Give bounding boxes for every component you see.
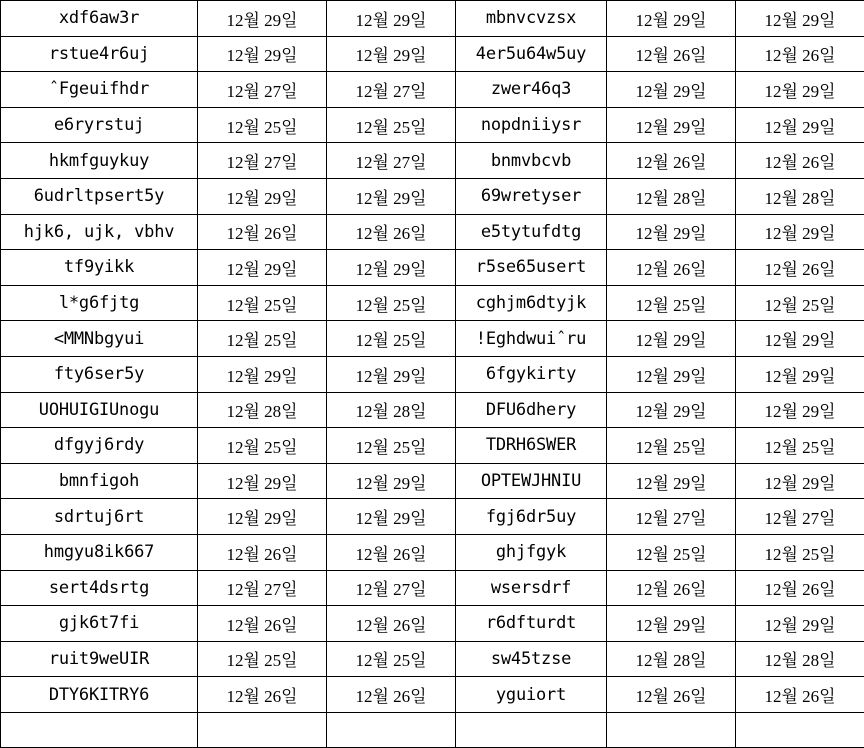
- cell-date-a2: 12월 29일: [327, 1, 456, 37]
- cell-date-b1: 12월 29일: [607, 214, 736, 250]
- table-row: [1, 677, 864, 713]
- cell-date-b2: 12월 29일: [736, 1, 864, 37]
- cell-name-a: l*g6fjtg: [1, 285, 198, 321]
- cell-date-a2: 12월 26일: [327, 534, 456, 570]
- cell-date-a2: 12월 25일: [327, 321, 456, 357]
- table-row: [1, 428, 864, 464]
- table-row: [1, 285, 864, 321]
- cell-date-b1: 12월 29일: [607, 1, 736, 37]
- cell-name-a: [1, 712, 198, 748]
- cell-name-b: [456, 712, 607, 748]
- cell-name-b: nopdniiysr: [456, 107, 607, 143]
- table-row: [1, 570, 864, 606]
- cell-name-a: xdf6aw3r: [1, 1, 198, 37]
- cell-date-b2: 12월 29일: [736, 356, 864, 392]
- cell-date-a2: 12월 25일: [327, 285, 456, 321]
- cell-name-b: wsersdrf: [456, 570, 607, 606]
- cell-name-b: r5se65usert: [456, 250, 607, 286]
- cell-date-a2: 12월 25일: [327, 428, 456, 464]
- cell-name-a: 6udrltpsert5y: [1, 178, 198, 214]
- cell-date-b2: 12월 26일: [736, 250, 864, 286]
- cell-date-b1: 12월 29일: [607, 463, 736, 499]
- cell-name-b: DFU6dhery: [456, 392, 607, 428]
- cell-name-a: UOHUIGIUnogu: [1, 392, 198, 428]
- cell-date-a1: 12월 29일: [198, 463, 327, 499]
- cell-name-b: cghjm6dtyjk: [456, 285, 607, 321]
- cell-date-b1: 12월 26일: [607, 36, 736, 72]
- cell-date-b1: 12월 26일: [607, 250, 736, 286]
- cell-date-b2: 12월 27일: [736, 499, 864, 535]
- cell-date-b1: 12월 29일: [607, 321, 736, 357]
- table-row: [1, 641, 864, 677]
- table-row: [1, 1, 864, 37]
- cell-name-b: 69wretyser: [456, 178, 607, 214]
- cell-date-b1: [607, 712, 736, 748]
- table-body: [1, 1, 864, 748]
- cell-name-a: sdrtuj6rt: [1, 499, 198, 535]
- cell-name-b: r6dfturdt: [456, 606, 607, 642]
- cell-name-b: yguiort: [456, 677, 607, 713]
- cell-date-a1: 12월 29일: [198, 178, 327, 214]
- cell-name-a: fty6ser5y: [1, 356, 198, 392]
- cell-date-a2: 12월 29일: [327, 250, 456, 286]
- table-row: [1, 250, 864, 286]
- cell-name-a: ruit9weUIR: [1, 641, 198, 677]
- cell-date-a1: 12월 26일: [198, 534, 327, 570]
- cell-name-b: fgj6dr5uy: [456, 499, 607, 535]
- table-row: [1, 214, 864, 250]
- cell-name-a: hjk6, ujk, vbhv: [1, 214, 198, 250]
- cell-date-a1: 12월 25일: [198, 285, 327, 321]
- cell-name-b: 4er5u64w5uy: [456, 36, 607, 72]
- cell-date-b2: 12월 29일: [736, 107, 864, 143]
- cell-name-a: sert4dsrtg: [1, 570, 198, 606]
- cell-date-a2: 12월 29일: [327, 499, 456, 535]
- cell-date-b1: 12월 26일: [607, 143, 736, 179]
- cell-date-a1: 12월 25일: [198, 641, 327, 677]
- cell-date-b2: 12월 28일: [736, 641, 864, 677]
- cell-name-b: mbnvcvzsx: [456, 1, 607, 37]
- cell-date-a1: 12월 27일: [198, 72, 327, 108]
- cell-date-a1: 12월 29일: [198, 250, 327, 286]
- table-row: [1, 499, 864, 535]
- cell-date-b2: 12월 26일: [736, 570, 864, 606]
- cell-name-b: ghjfgyk: [456, 534, 607, 570]
- cell-name-b: OPTEWJHNIU: [456, 463, 607, 499]
- table-row-partial: [1, 712, 864, 748]
- cell-date-b1: 12월 29일: [607, 72, 736, 108]
- cell-name-a: gjk6t7fi: [1, 606, 198, 642]
- cell-date-a2: 12월 29일: [327, 356, 456, 392]
- cell-date-a2: 12월 26일: [327, 606, 456, 642]
- cell-date-b1: 12월 26일: [607, 570, 736, 606]
- cell-date-a1: 12월 29일: [198, 36, 327, 72]
- table-row: [1, 392, 864, 428]
- cell-name-a: <MMNbgyui: [1, 321, 198, 357]
- table-row: [1, 463, 864, 499]
- cell-date-a1: 12월 26일: [198, 214, 327, 250]
- cell-date-a2: 12월 28일: [327, 392, 456, 428]
- cell-date-a2: 12월 29일: [327, 463, 456, 499]
- cell-date-a1: 12월 28일: [198, 392, 327, 428]
- cell-name-a: e6ryrstuj: [1, 107, 198, 143]
- cell-name-a: bmnfigoh: [1, 463, 198, 499]
- table-row: [1, 356, 864, 392]
- cell-date-a2: 12월 26일: [327, 214, 456, 250]
- cell-date-b1: 12월 25일: [607, 534, 736, 570]
- cell-name-b: 6fgykirty: [456, 356, 607, 392]
- cell-date-a1: 12월 25일: [198, 428, 327, 464]
- table-row: [1, 143, 864, 179]
- cell-name-b: sw45tzse: [456, 641, 607, 677]
- cell-name-b: TDRH6SWER: [456, 428, 607, 464]
- cell-date-b1: 12월 28일: [607, 641, 736, 677]
- cell-date-b1: 12월 25일: [607, 285, 736, 321]
- cell-name-a: tf9yikk: [1, 250, 198, 286]
- cell-date-b1: 12월 26일: [607, 677, 736, 713]
- cell-date-b2: 12월 26일: [736, 143, 864, 179]
- cell-date-a2: 12월 26일: [327, 677, 456, 713]
- cell-date-b1: 12월 28일: [607, 178, 736, 214]
- table-row: [1, 321, 864, 357]
- cell-name-a: hkmfguykuy: [1, 143, 198, 179]
- cell-date-b2: 12월 29일: [736, 321, 864, 357]
- cell-name-b: e5tytufdtg: [456, 214, 607, 250]
- cell-name-b: bnmvbcvb: [456, 143, 607, 179]
- cell-date-b2: 12월 26일: [736, 36, 864, 72]
- cell-date-a2: 12월 27일: [327, 143, 456, 179]
- cell-date-a2: 12월 27일: [327, 72, 456, 108]
- cell-date-a1: 12월 29일: [198, 1, 327, 37]
- table-row: [1, 36, 864, 72]
- cell-date-b1: 12월 27일: [607, 499, 736, 535]
- table-row: [1, 534, 864, 570]
- cell-date-a1: 12월 26일: [198, 606, 327, 642]
- table-row: [1, 72, 864, 108]
- cell-date-a1: 12월 25일: [198, 107, 327, 143]
- cell-date-b2: 12월 29일: [736, 392, 864, 428]
- cell-name-b: !Eghdwuiˆru: [456, 321, 607, 357]
- cell-name-a: rstue4r6uj: [1, 36, 198, 72]
- table-row: [1, 107, 864, 143]
- cell-date-b1: 12월 29일: [607, 107, 736, 143]
- cell-date-b2: 12월 25일: [736, 534, 864, 570]
- cell-date-b2: 12월 25일: [736, 428, 864, 464]
- cell-date-a2: 12월 25일: [327, 107, 456, 143]
- cell-date-a1: 12월 27일: [198, 143, 327, 179]
- cell-date-a2: 12월 29일: [327, 178, 456, 214]
- cell-date-b2: [736, 712, 864, 748]
- cell-date-b2: 12월 25일: [736, 285, 864, 321]
- table-row: [1, 606, 864, 642]
- cell-date-a1: 12월 25일: [198, 321, 327, 357]
- cell-date-b1: 12월 25일: [607, 428, 736, 464]
- cell-date-a1: 12월 27일: [198, 570, 327, 606]
- cell-name-a: hmgyu8ik667: [1, 534, 198, 570]
- cell-date-a1: 12월 29일: [198, 356, 327, 392]
- cell-date-a1: 12월 26일: [198, 677, 327, 713]
- cell-date-b2: 12월 29일: [736, 72, 864, 108]
- cell-name-a: dfgyj6rdy: [1, 428, 198, 464]
- cell-date-a2: [327, 712, 456, 748]
- cell-date-a1: [198, 712, 327, 748]
- cell-date-b2: 12월 28일: [736, 178, 864, 214]
- cell-date-b2: 12월 26일: [736, 677, 864, 713]
- cell-date-b1: 12월 29일: [607, 356, 736, 392]
- cell-date-a2: 12월 25일: [327, 641, 456, 677]
- cell-date-b1: 12월 29일: [607, 392, 736, 428]
- table-row: [1, 178, 864, 214]
- cell-name-a: ˆFgeuifhdr: [1, 72, 198, 108]
- cell-date-b2: 12월 29일: [736, 463, 864, 499]
- cell-date-a2: 12월 27일: [327, 570, 456, 606]
- cell-name-a: DTY6KITRY6: [1, 677, 198, 713]
- cell-date-b2: 12월 29일: [736, 214, 864, 250]
- cell-date-a1: 12월 29일: [198, 499, 327, 535]
- cell-date-b1: 12월 29일: [607, 606, 736, 642]
- cell-name-b: zwer46q3: [456, 72, 607, 108]
- cell-date-b2: 12월 29일: [736, 606, 864, 642]
- cell-date-a2: 12월 29일: [327, 36, 456, 72]
